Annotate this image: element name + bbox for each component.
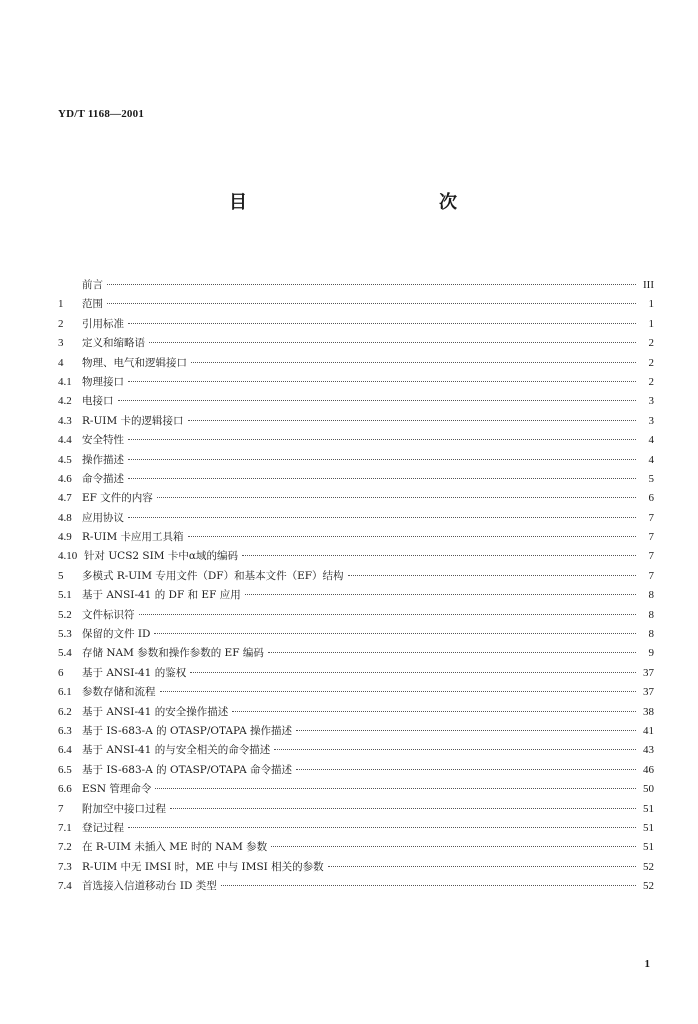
toc-dot-leader [188,420,636,421]
toc-entry [58,431,654,450]
toc-entry-title: 首选接入信道移动台 ID 类型 [82,880,217,893]
toc-dot-leader [328,866,636,867]
toc-entry-title: 在 R-UIM 未插入 ME 时的 NAM 参数 [82,841,268,854]
toc-dot-leader [190,672,636,673]
toc-entry-page: 1 [648,317,654,330]
toc-entry-number: 7.4 [58,880,72,893]
toc-entry-page: 52 [643,880,654,893]
toc-entry-title: 范围 [82,298,103,311]
toc-dot-leader [128,381,636,382]
toc-entry-page: 37 [643,666,654,679]
toc-entry-number: 4.6 [58,472,72,485]
toc-entry-number: 4.9 [58,531,72,544]
toc-entry-number: 6.6 [58,783,72,796]
toc-entry-title: 基于 ANSI-41 的与安全相关的命令描述 [82,744,271,757]
toc-dot-leader [188,536,636,537]
toc-entry-number: 4.8 [58,511,72,524]
toc-entry-title: EF 文件的内容 [82,492,153,505]
toc-entry-page: 3 [648,395,654,408]
toc-entry [58,470,654,489]
toc-entry [58,838,654,857]
toc-dot-leader [157,497,636,498]
toc-entry-number: 5.3 [58,628,72,641]
toc-entry-page: 7 [648,569,654,582]
toc-entry-number: 2 [58,317,64,330]
toc-dot-leader [296,769,636,770]
toc-entry-page: 43 [643,744,654,757]
toc-entry-number: 5.4 [58,647,72,660]
toc-entry [58,664,654,683]
toc-title: 目 次 [229,192,509,213]
toc-dot-leader [232,711,636,712]
toc-entry-title: 基于 ANSI-41 的鉴权 [82,666,187,679]
toc-entry [58,606,654,625]
toc-dot-leader [348,575,636,576]
toc-entry [58,315,654,334]
toc-dot-leader [149,342,636,343]
toc-dot-leader [170,808,636,809]
toc-dot-leader [296,730,636,731]
toc-entry-page: 2 [648,375,654,388]
toc-entry-number: 6.4 [58,744,72,757]
toc-entry-number: 7.1 [58,821,72,834]
toc-entry-title: R-UIM 中无 IMSI 时，ME 中与 IMSI 相关的参数 [82,860,324,873]
toc-entry-title: 登记过程 [82,821,124,834]
toc-entry-number: 6.1 [58,686,72,699]
toc-entry-title: 前言 [82,279,103,291]
toc-entry-title: 应用协议 [82,511,124,524]
toc-entry [58,683,654,702]
toc-entry-number: 5 [58,569,64,582]
toc-dot-leader [268,652,636,653]
toc-dot-leader [191,362,636,363]
toc-entry-number: 4.1 [58,375,72,388]
toc-entry-title: 针对 UCS2 SIM 卡中α域的编码 [84,550,238,563]
toc-entry-title: 基于 ANSI-41 的安全操作描述 [82,705,229,718]
toc-entry [58,451,654,470]
toc-dot-leader [245,594,636,595]
toc-dot-leader [271,846,636,847]
toc-entry [58,877,654,896]
toc-entry [58,354,654,373]
toc-entry-page: 51 [643,802,654,815]
toc-dot-leader [221,885,636,886]
toc-entry [58,489,654,508]
toc-entry-number: 6.3 [58,724,72,737]
toc-entry-number: 4.3 [58,414,72,427]
toc-entry [58,586,654,605]
toc-dot-leader [107,303,636,304]
toc-entry-title: 引用标准 [82,317,124,330]
page-number: 1 [644,958,650,970]
toc-dot-leader [128,827,636,828]
toc-entry-number: 6.2 [58,705,72,718]
toc-dot-leader [274,749,636,750]
document-code: YD/T 1168—2001 [58,108,145,120]
toc-dot-leader [128,323,636,324]
toc-entry-title: ESN 管理命令 [82,783,152,796]
toc-entry-number: 4.4 [58,434,72,447]
toc-entry-page: 51 [643,821,654,834]
toc-entry-page: 8 [648,628,654,641]
toc-entry [58,373,654,392]
toc-entry-title: 定义和缩略语 [82,337,145,350]
toc-entry-page: 52 [643,860,654,873]
toc-entry [58,625,654,644]
toc-entry-title: 参数存储和流程 [82,686,156,699]
toc-entry-title: 基于 IS-683-A 的 OTASP/OTAPA 命令描述 [82,763,293,776]
toc-entry [58,780,654,799]
toc-dot-leader [118,400,637,401]
toc-entry [58,392,654,411]
toc-entry-page: 3 [648,414,654,427]
toc-entry-number: 4.10 [58,550,78,563]
toc-entry-page: 9 [648,647,654,660]
toc-entry-title: 文件标识符 [82,608,135,621]
toc-entry-title: 命令描述 [82,472,124,485]
toc-dot-leader [128,517,636,518]
toc-entry [58,858,654,877]
toc-entry-title: 基于 IS-683-A 的 OTASP/OTAPA 操作描述 [82,724,293,737]
toc-entry-title: 操作描述 [82,453,124,466]
toc-entry [58,644,654,663]
toc-entry-number: 6 [58,666,64,679]
toc-entry-number: 4.2 [58,395,72,408]
toc-entry-page: 51 [643,841,654,854]
toc-entry-number: 7.2 [58,841,72,854]
toc-entry [58,703,654,722]
toc-entry-title: 物理、电气和逻辑接口 [82,356,187,369]
toc-entry [58,509,654,528]
toc-dot-leader [128,439,636,440]
toc-entry [58,412,654,431]
toc-entry-page: 41 [643,724,654,737]
toc-entry-number: 6.5 [58,763,72,776]
toc-entry-number: 3 [58,337,64,350]
toc-entry [58,819,654,838]
toc-entry-page: 38 [643,705,654,718]
toc-dot-leader [139,614,637,615]
toc-entry [58,800,654,819]
toc-entry-page: 7 [648,550,654,563]
toc-entry-title: 多模式 R-UIM 专用文件（DF）和基本文件（EF）结构 [82,569,344,582]
toc-entry-page: 4 [648,453,654,466]
toc-entry-page: 1 [648,298,654,311]
toc-entry [58,722,654,741]
toc-entry-title: 基于 ANSI-41 的 DF 和 EF 应用 [82,589,241,602]
toc-entry-title: 保留的文件 ID [82,628,151,641]
toc-entry-page: 46 [643,763,654,776]
toc-entry-page: 5 [648,472,654,485]
toc-entry-title: R-UIM 卡应用工具箱 [82,531,184,544]
toc-dot-leader [107,284,636,285]
toc-entry [58,334,654,353]
toc-entry-number: 5.2 [58,608,72,621]
toc-entry-title: 附加空中接口过程 [82,802,166,815]
toc-entry-number: 4.5 [58,453,72,466]
toc-entry-page: 50 [643,783,654,796]
toc-entry [58,547,654,566]
toc-entry [58,528,654,547]
table-of-contents [58,276,654,897]
toc-entry-title: R-UIM 卡的逻辑接口 [82,414,184,427]
toc-entry-page: 6 [648,492,654,505]
toc-entry-number: 1 [58,298,64,311]
toc-entry-page: 7 [648,511,654,524]
toc-entry [58,741,654,760]
toc-entry-page: 37 [643,686,654,699]
toc-entry [58,295,654,314]
toc-entry [58,761,654,780]
toc-entry-title: 安全特性 [82,434,124,447]
toc-entry-number: 7.3 [58,860,72,873]
toc-entry-page: 2 [648,337,654,350]
toc-entry-number: 4.7 [58,492,72,505]
toc-entry-title: 物理接口 [82,375,124,388]
toc-entry-title: 电接口 [82,395,114,408]
toc-entry-title: 存储 NAM 参数和操作参数的 EF 编码 [82,647,264,660]
toc-dot-leader [160,691,637,692]
toc-dot-leader [154,633,636,634]
toc-dot-leader [128,478,636,479]
toc-entry-number: 7 [58,802,64,815]
toc-entry-number: 5.1 [58,589,72,602]
toc-dot-leader [155,788,636,789]
toc-dot-leader [128,459,636,460]
toc-entry-page: 7 [648,531,654,544]
toc-dot-leader [242,555,636,556]
toc-entry-page: 8 [648,608,654,621]
toc-entry-page: 4 [648,434,654,447]
toc-entry-number: 4 [58,356,64,369]
toc-entry-page: 2 [648,356,654,369]
toc-entry-page: 8 [648,589,654,602]
toc-entry-page: III [643,279,654,291]
toc-entry [58,276,654,295]
toc-entry [58,567,654,586]
